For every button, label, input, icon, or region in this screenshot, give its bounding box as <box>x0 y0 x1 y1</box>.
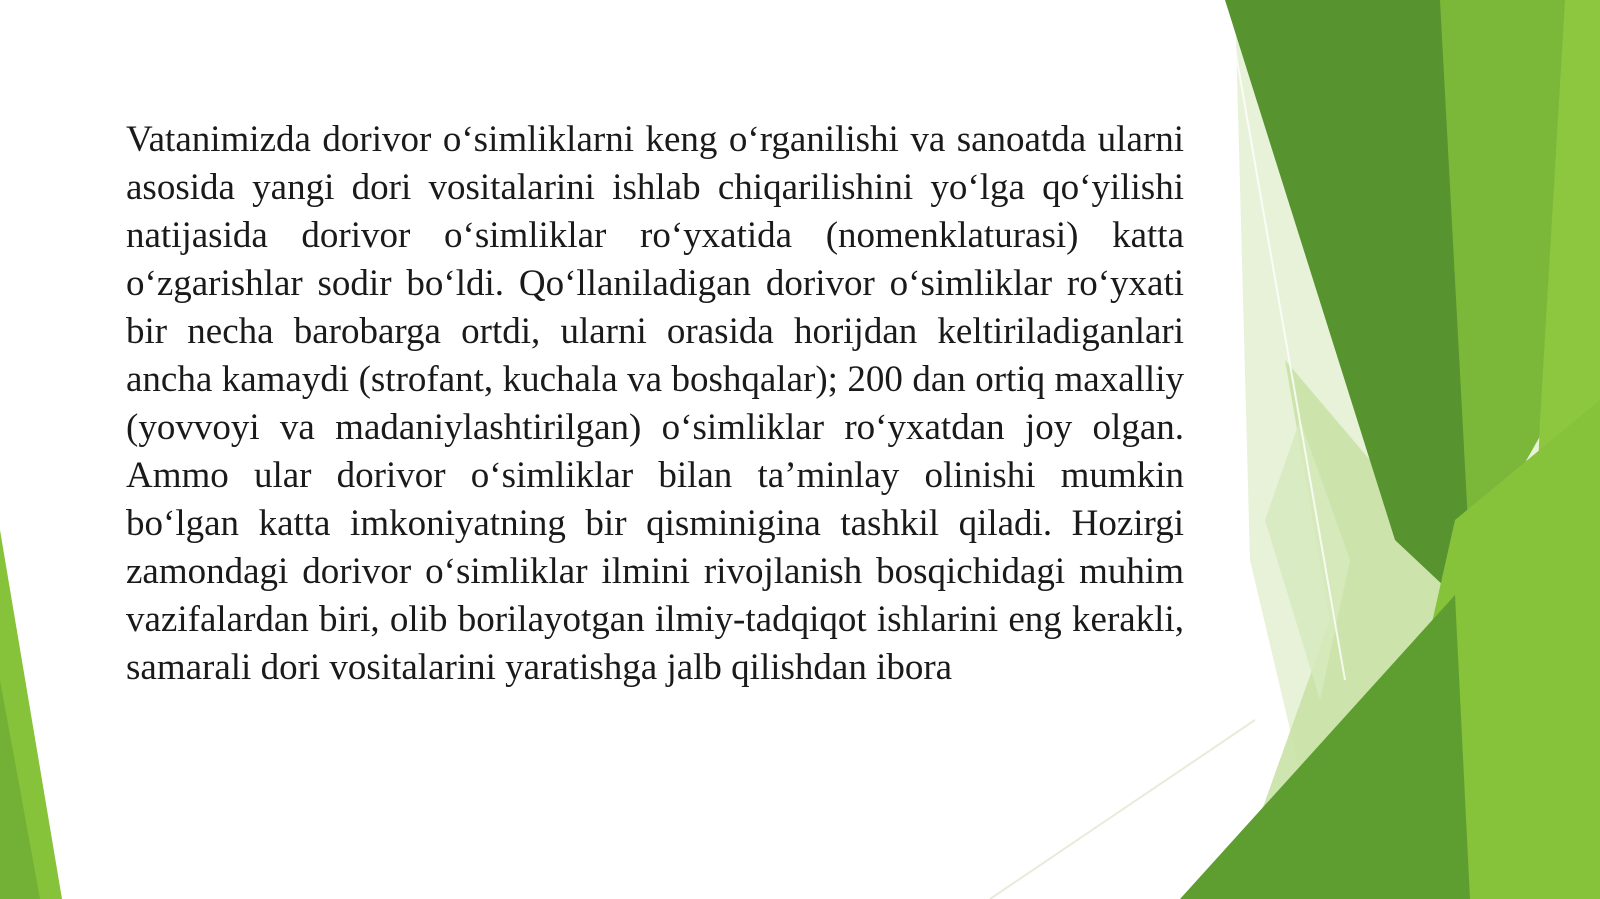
slide-body-text: Vatanimizda dorivor o‘simliklarni keng o‘rganilishi va sanoatda ularni asosida yangi dori vositalarini ishlab chiqarilishini yo‘lga qo‘yilishi natijasida dorivor o‘simliklar ro‘yxatida (nomenklaturasi) katta o‘zgarishlar sodir bo‘ldi. Qo‘llaniladigan dorivor o‘simliklar ro‘yxati bir necha barobarga ortdi, ularni orasida horijdan keltiriladiganlari ancha kamaydi (strofant, kuchala va boshqalar); 200 dan ortiq maxalliy (yovvoyi va madaniylashtirilgan) o‘simliklar ro‘yxatdan joy olgan. Ammo ular dorivor o‘simliklar bilan ta’minlay olinishi mumkin bo‘lgan katta imkoniyatning bir qisminigina tashkil qiladi. Hozirgi zamondagi dorivor o‘simliklar ilmini rivojlanish bosqichidagi muhim vazifalardan biri, olib borilayotgan ilmiy-tadqiqot ishlarini eng kerakli, samarali dori vositalarini yaratishga jalb qilishdan ibora <box>126 119 1184 688</box>
